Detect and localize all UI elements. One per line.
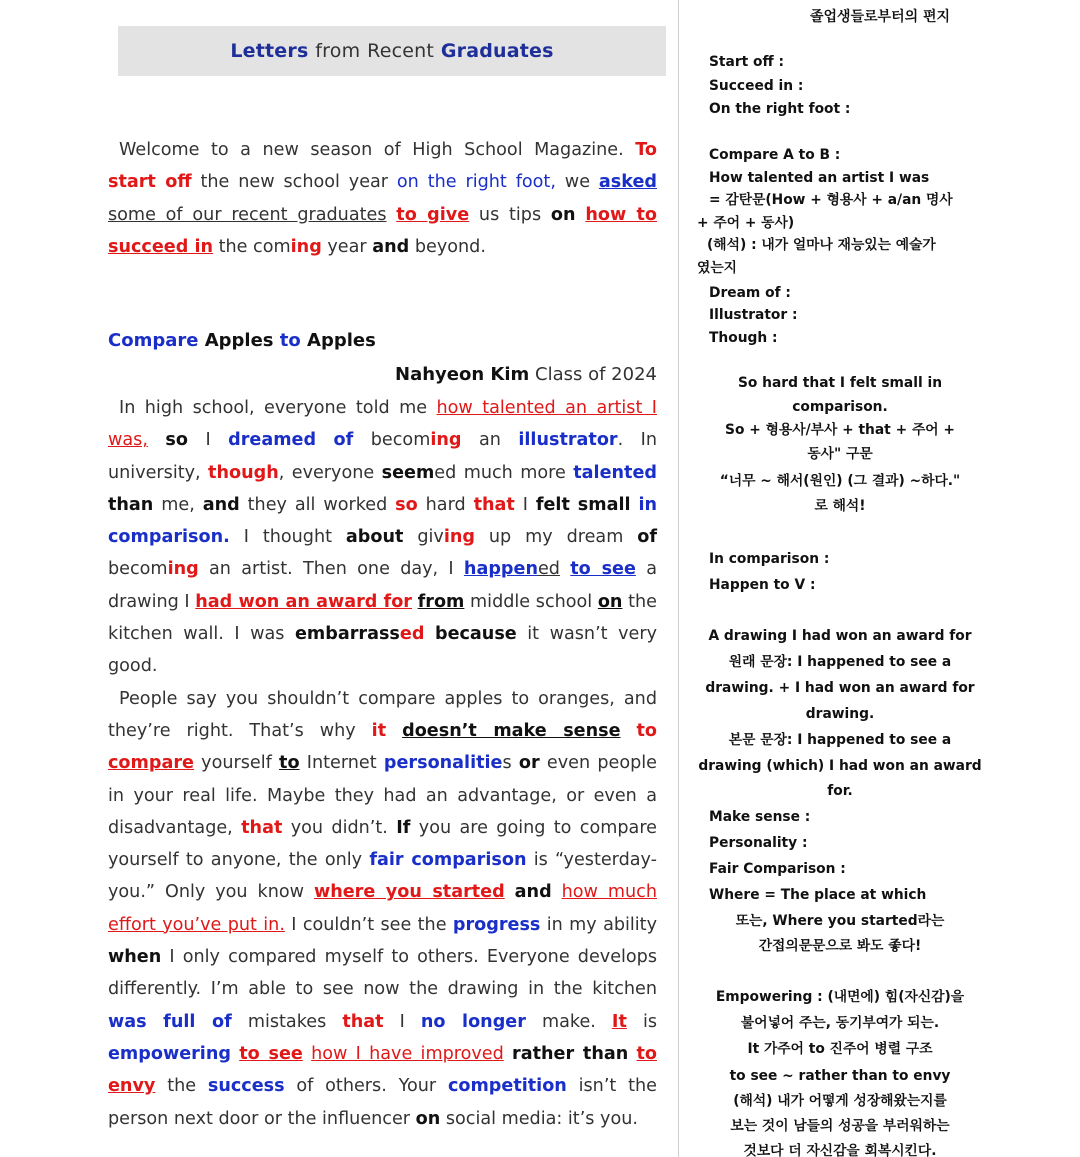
text: becom — [108, 559, 168, 580]
text: they all worked — [239, 494, 396, 515]
underlined: ed — [537, 559, 560, 580]
note-line: Compare A to B : — [709, 147, 841, 163]
note-line: So + 형용사/부사 + that + 주어 + — [725, 422, 955, 438]
note-line: It 가주어 to 진주어 병렬 구조 — [747, 1041, 933, 1057]
note-line: drawing. + I had won an award for — [705, 680, 975, 696]
highlight: empowering — [108, 1043, 231, 1064]
highlight: to envy — [108, 1043, 658, 1097]
note-line: + 주어 + 동사) — [697, 215, 795, 231]
text: is — [626, 1011, 658, 1032]
text: Internet — [299, 753, 384, 774]
underlined: some of our recent graduates — [108, 204, 387, 225]
note-line: Personality : — [709, 835, 808, 851]
highlight: how I have improved — [311, 1043, 504, 1064]
note-line: 원래 문장: I happened to see a — [728, 654, 952, 670]
highlight: or — [518, 753, 540, 774]
title-word: Recent — [367, 40, 435, 62]
text: me, — [153, 494, 203, 515]
highlight: on — [415, 1108, 441, 1129]
article-heading — [108, 330, 376, 351]
note-line: 또는, Where you started라는 — [735, 913, 945, 929]
highlight: If — [396, 817, 411, 838]
text — [560, 559, 570, 579]
title-word: Graduates — [440, 40, 554, 62]
text: the — [155, 1076, 208, 1097]
highlight: and — [514, 882, 552, 903]
text: Welcome to a new season of High School Magazine. — [119, 140, 636, 160]
highlight: happen — [463, 559, 538, 580]
column-divider — [678, 0, 679, 1157]
note-line: “너무 ~ 해서(원인) (그 결과) ~하다." — [719, 473, 961, 489]
text: isn’t the person next door or the influencer — [108, 1076, 657, 1129]
highlight: on — [597, 591, 623, 612]
text: s — [502, 753, 512, 774]
text: up my dream — [474, 527, 638, 548]
highlight: It — [611, 1011, 627, 1032]
highlight: ing — [290, 236, 322, 257]
paragraph-1 — [108, 392, 657, 683]
text: ed much more — [434, 462, 574, 483]
note-line: Start off : — [709, 54, 785, 70]
highlight: of — [333, 430, 354, 451]
text: year — [321, 236, 373, 257]
title-word: Letters — [230, 40, 309, 62]
text: you are going to compare yourself to anyone, the only — [108, 817, 657, 871]
highlight: ing — [443, 527, 475, 548]
highlight: and — [372, 236, 410, 257]
text: . In university, — [108, 430, 658, 483]
text: In high school, everyone told me — [119, 398, 437, 418]
highlight: asked — [598, 172, 658, 193]
highlight: that — [473, 494, 515, 515]
highlight: when — [108, 947, 162, 968]
highlight: so — [165, 430, 188, 451]
note-line: 로 해석! — [814, 498, 866, 514]
highlight: how talented an artist I was, — [108, 398, 657, 451]
note-line: = 감탄문(How + 형용사 + a/an 명사 — [709, 192, 953, 208]
highlight: no longer — [420, 1011, 526, 1032]
text: in my ability — [540, 914, 657, 935]
highlight: that — [241, 817, 283, 838]
notes-page — [690, 0, 1070, 1157]
text — [628, 1044, 636, 1064]
highlight: illustrator — [518, 430, 618, 451]
article-body — [108, 392, 657, 1135]
text: I — [383, 1011, 421, 1032]
text: we — [555, 172, 599, 193]
note-line: Fair Comparison : — [709, 861, 846, 877]
text: I — [187, 430, 229, 451]
note-line: So hard that I felt small in — [737, 375, 943, 391]
highlight: it — [371, 720, 387, 741]
highlight: how to succeed in — [108, 204, 658, 257]
highlight: dreamed — [228, 430, 317, 451]
note-line: Where = The place at which — [709, 887, 927, 903]
text: a drawing I — [108, 559, 658, 612]
highlight: to — [279, 753, 300, 774]
text: middle school — [464, 591, 598, 612]
highlight: that — [342, 1011, 384, 1032]
text: giv — [403, 527, 444, 548]
heading-word: Apples — [300, 330, 376, 351]
note-line: Though : — [709, 330, 778, 346]
highlight: embarrass — [294, 624, 400, 645]
text: even people in your real life. Maybe they had an advantage, or even a disadvantage, — [108, 753, 658, 838]
text — [621, 721, 637, 741]
highlight: doesn’t make sense — [402, 720, 621, 741]
highlight: rather than — [512, 1043, 629, 1064]
note-line: drawing. — [805, 706, 875, 722]
note-line: Succeed in : — [709, 78, 804, 94]
note-line: Make sense : — [709, 809, 811, 825]
note-line: 것보다 더 자신감을 회복시킨다. — [743, 1143, 937, 1157]
note-line: 본문 문장: I happened to see a — [728, 732, 952, 748]
text: is “yesterday-you.” Only you know — [108, 850, 657, 903]
text: an artist. Then one day, I — [198, 559, 464, 580]
text: the kitchen wall. I was — [108, 591, 657, 645]
note-line: for. — [827, 783, 853, 799]
highlight: ing — [167, 559, 199, 580]
highlight: fair comparison — [369, 850, 527, 871]
highlight: ed — [399, 624, 425, 645]
text: it wasn’t very good. — [108, 624, 657, 677]
intro-paragraph — [108, 134, 657, 263]
text: beyond. — [409, 236, 486, 257]
highlight: from — [417, 591, 465, 612]
note-line: 였는지 — [697, 260, 737, 276]
highlight: to see — [239, 1043, 303, 1064]
paragraph-2 — [108, 683, 657, 1135]
text — [576, 205, 586, 225]
text — [231, 1044, 239, 1064]
author-name: Nahyeon Kim — [395, 364, 530, 385]
text: People say you shouldn’t compare apples to oranges, and they’re right. That’s why — [108, 688, 657, 741]
highlight: so — [395, 494, 418, 515]
text — [424, 624, 435, 644]
highlight: comparison. — [108, 527, 230, 548]
text — [570, 495, 578, 515]
text: the com — [213, 236, 291, 257]
text: make. — [525, 1011, 612, 1032]
text: us tips — [469, 204, 551, 225]
text — [316, 430, 333, 450]
note-line: 동사" 구문 — [807, 446, 873, 462]
heading-word: Compare — [108, 330, 199, 351]
author-class: Class of 2024 — [529, 364, 657, 385]
highlight: about — [345, 527, 404, 548]
highlight: talented — [573, 462, 657, 483]
text: social media: it’s you. — [440, 1108, 638, 1129]
text: of others. Your — [284, 1076, 448, 1097]
highlight: success — [207, 1076, 285, 1097]
highlight: though — [208, 462, 279, 483]
text — [504, 1044, 512, 1064]
highlight: to — [636, 720, 658, 741]
note-line: 보는 것이 남들의 성공을 부러워하는 — [730, 1118, 950, 1134]
highlight: and — [202, 494, 240, 515]
highlight: compare — [108, 753, 194, 774]
notes-title: 졸업생들로부터의 편지 — [809, 9, 951, 25]
text — [386, 721, 402, 741]
text: you didn’t. — [282, 817, 397, 838]
highlight: because — [434, 624, 517, 645]
highlight: on the right foot, — [396, 172, 556, 193]
highlight: To start off — [108, 140, 657, 193]
note-line: to see ~ rather than to envy — [729, 1068, 951, 1084]
note-line: comparison. — [792, 399, 888, 415]
text: yourself — [193, 753, 280, 774]
note-line: (해석) : 내가 얼마나 재능있는 예술가 — [707, 237, 936, 253]
title-word: from — [315, 40, 361, 62]
note-line: (해석) 내가 어떻게 성장해왔는지를 — [733, 1093, 947, 1109]
text — [552, 882, 562, 902]
text: I thought — [229, 527, 346, 548]
text — [387, 205, 397, 225]
note-line: On the right foot : — [709, 101, 851, 117]
article-title — [118, 26, 666, 76]
highlight: seem — [381, 462, 435, 483]
text: an — [461, 430, 519, 451]
highlight: competition — [447, 1076, 567, 1097]
heading-word: to — [279, 330, 301, 351]
highlight: to give — [396, 204, 470, 225]
note-line: 불어넣어 주는, 동기부여가 되는. — [740, 1015, 940, 1031]
text: , everyone — [278, 462, 382, 483]
highlight: progress — [452, 914, 541, 935]
text — [303, 1044, 311, 1064]
highlight: where you started — [313, 882, 505, 903]
text: becom — [353, 430, 431, 451]
note-line: Empowering : (내면에) 힘(자신감)을 — [715, 989, 965, 1005]
text: mistakes — [231, 1011, 343, 1032]
text — [148, 430, 165, 450]
text: hard — [417, 494, 474, 515]
text: I only compared myself to others. Everyone develops differently. I’m able to see now the drawing in the kitchen — [108, 947, 657, 1000]
heading-word: Apples — [198, 330, 280, 351]
highlight: personalitie — [383, 753, 503, 774]
highlight: ing — [430, 430, 462, 451]
highlight: on — [550, 204, 576, 225]
highlight: was full of — [108, 1011, 232, 1032]
text: I couldn’t see the — [284, 914, 453, 935]
highlight: in — [638, 494, 658, 515]
highlight: than — [108, 494, 154, 515]
highlight: of — [637, 527, 658, 548]
text — [512, 753, 519, 773]
highlight: felt — [535, 494, 570, 515]
highlight: small — [577, 494, 631, 515]
author-byline — [108, 364, 657, 385]
note-line: In comparison : — [709, 551, 830, 567]
note-line: drawing (which) I had won an award — [698, 758, 982, 774]
text: the new school year — [191, 172, 397, 193]
note-line: A drawing I had won an award for — [708, 628, 972, 644]
highlight: to see — [570, 559, 636, 580]
note-line: Happen to V : — [709, 577, 816, 593]
note-line: Dream of : — [709, 285, 791, 301]
note-line: 간접의문문으로 봐도 좋다! — [758, 938, 922, 954]
note-line: Illustrator : — [709, 307, 798, 323]
text — [505, 882, 515, 902]
note-line: How talented an artist I was — [709, 170, 930, 186]
highlight: how much effort you’ve put in. — [108, 882, 657, 935]
text: I — [514, 494, 536, 515]
highlight: had won an award for — [195, 591, 412, 612]
